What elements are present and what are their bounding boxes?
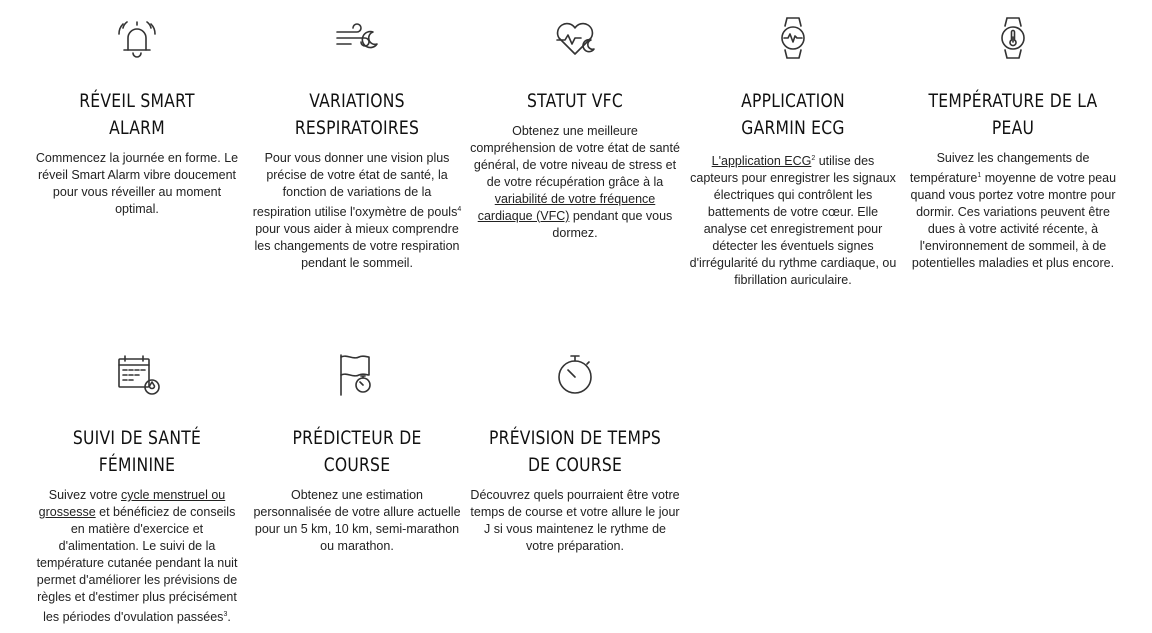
feature-title: SUIVI DE SANTÉ FÉMININE	[72, 427, 202, 476]
feature-card-hrv	[470, 10, 680, 242]
ecg-app-link[interactable]: L'application ECG	[711, 154, 812, 169]
feature-description: Obtenez une meilleure compréhension de votre état de santé général, de votre niveau de stress et de votre récupération grâce à la variabilité de votre fréquence cardiaque (VFC) pendant que vous dormez.	[470, 124, 680, 240]
feature-title: RÉVEIL SMART ALARM	[79, 90, 195, 139]
watch-ecg-icon	[765, 10, 821, 66]
calendar-drop-icon	[109, 347, 165, 403]
heart-moon-icon	[547, 10, 603, 66]
feature-card-ecg	[688, 10, 898, 289]
feature-title: TEMPÉRATURE DE LA PEAU	[928, 90, 1098, 139]
flag-stopwatch-icon	[329, 347, 385, 403]
breathing-wind-moon-icon	[329, 10, 385, 66]
feature-description: Commencez la journée en forme. Le réveil Smart Alarm vibre doucement pour vous réveiller au moment optimal.	[35, 151, 239, 216]
feature-title: STATUT VFC	[526, 90, 623, 112]
feature-title: PRÉDICTEUR DE COURSE	[292, 427, 422, 476]
hrv-link[interactable]: variabilité de votre fréquence cardiaque (VFC)	[477, 192, 656, 223]
watch-thermometer-icon	[985, 10, 1041, 66]
feature-card-race-time	[470, 347, 680, 555]
feature-description: Obtenez une estimation personnalisée de votre allure actuelle pour un 5 km, 10 km, semi-marathon ou marathon.	[253, 488, 461, 553]
feature-card-race-predictor	[252, 347, 462, 555]
alarm-bell-icon	[109, 10, 165, 66]
feature-description: Pour vous donner une vision plus précise de votre état de santé, la fonction de variations de la respiration utilise l'oxymètre de pouls$^4$ pour vous aider à mieux comprendre les changements de votre respiration pendant le sommeil.	[252, 151, 462, 271]
feature-title: APPLICATION GARMIN ECG	[741, 90, 845, 139]
feature-card-skin-temp	[908, 10, 1118, 272]
feature-card-women-health	[32, 347, 242, 626]
feature-title: VARIATIONS RESPIRATOIRES	[294, 90, 420, 139]
feature-description: Suivez votre cycle menstruel ou grossesse et bénéficiez de conseils en matière d'exercice et d'alimentation. Le suivi de la température cutanée pendant la nuit permet d'améliorer les prévisions de règles et d'estimer plus précisément les périodes d'ovulation passées$^3$.	[36, 488, 238, 625]
feature-title: PRÉVISION DE TEMPS DE COURSE	[489, 427, 661, 476]
feature-card-smart-alarm	[32, 10, 242, 218]
stopwatch-icon	[547, 347, 603, 403]
feature-card-respiration	[252, 10, 462, 272]
feature-description: Suivez les changements de température$^1$ moyenne de votre peau quand vous portez votre montre pour dormir. Ces variations peuvent être dues à votre activité récente, à l'environnement de sommeil, à de potentielles maladies et plus encore.	[909, 151, 1117, 271]
feature-description: L'application ECG$^2$ utilise des capteurs pour enregistrer les signaux électriques qui contrôlent les battements de votre cœur. Elle analyse cet enregistrement pour détecter les éventuels signes d'irrégularité du rythme cardiaque, ou fibrillation auriculaire.	[689, 154, 897, 288]
cycle-link[interactable]: cycle menstruel ou grossesse	[38, 488, 226, 519]
feature-description: Découvrez quels pourraient être votre temps de course et votre allure le jour J si vous maintenez le rythme de votre préparation.	[470, 488, 680, 553]
